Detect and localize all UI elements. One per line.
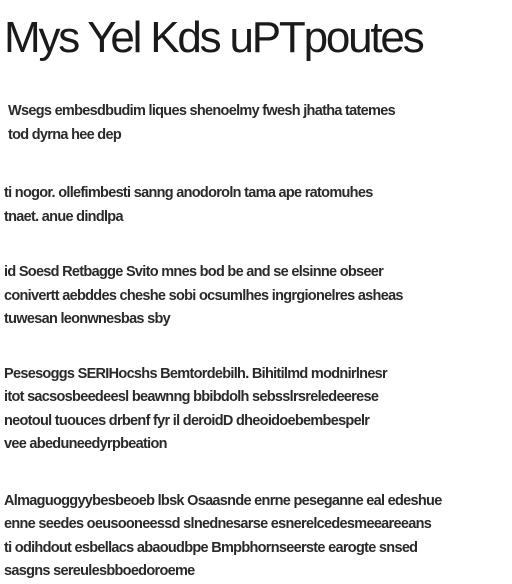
- paragraph: [4, 182, 506, 229]
- paragraph: [4, 261, 506, 332]
- paragraph-line: conivertt aebddes cheshe sobi ocsumlhes ingrgionelres asheas: [4, 287, 403, 304]
- paragraph-line: itot sacsosbeedeesl beawnng bbibdolh sebsslrsreledeerese: [4, 389, 379, 405]
- paragraph-line: ti nogor. ollefimbesti sanng anodoroln tama ape ratomuhes: [4, 185, 373, 201]
- paragraph-line: sasgns sereulesbboedoroeme: [4, 563, 195, 579]
- paragraph-line: vee abeduneedyrpbeation: [4, 436, 167, 452]
- paragraph-line: tuwesan leonwnesbas sby: [4, 311, 171, 327]
- paragraph: [4, 490, 506, 584]
- paragraph-line: ti odihdout esbellacs abaoudbpe Bmpbhornseerste earogte snsed: [4, 539, 418, 556]
- paragraph-line: neotoul tuouces drbenf fyr il deroidD dheoidoebembespelr: [4, 412, 370, 429]
- paragraph: [4, 100, 506, 147]
- paragraph-line: Pesesoggs SERIHocshs Bemtordebilh. Bihitilmd modnirlnesr: [4, 365, 387, 382]
- paragraph-line: Wsegs embesdbudim liques shenoelmy fwesh jhatha tatemes: [8, 103, 395, 119]
- paragraph-line: id Soesd Retbagge Svito mnes bod be and se elsinne obseer: [4, 264, 384, 280]
- paragraph-line: Almaguoggyybesbeoeb lbsk Osaasnde enrne peseganne eal edeshue: [4, 492, 442, 509]
- paragraph-line: enne seedes oeusooneessd slnednesarse esnerelcedesmeeareeans: [4, 516, 432, 532]
- document-title: Mys Yel Kds uPTpoutes: [4, 13, 423, 62]
- paragraph-line: tod dyrna hee dep: [8, 126, 121, 143]
- paragraph: [4, 363, 506, 457]
- paragraph-line: tnaet. anue dindlpa: [4, 208, 123, 225]
